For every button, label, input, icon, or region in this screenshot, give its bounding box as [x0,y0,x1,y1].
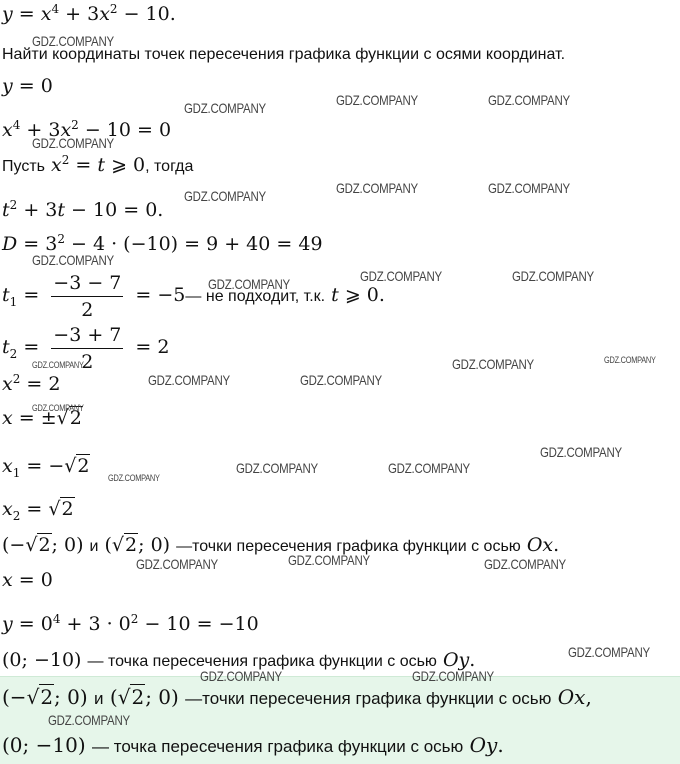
task-statement: Найти координаты точек пересечения графика функции с осями координат. [2,46,566,63]
watermark: GDZ.COMPANY [484,556,566,572]
equation-x-squared: $x^2 = 2$ [2,372,61,395]
watermark: GDZ.COMPANY [236,460,318,476]
equation-x-zero: x = 0 [2,569,53,591]
watermark: GDZ.COMPANY [32,403,84,413]
watermark: GDZ.COMPANY [412,668,494,684]
root-t2: $t_2$ = $\frac{-3 + 7}{2}$ = 2 [2,323,170,373]
equation-quadratic-t: $t^2 + 3t - 10 = 0$. [2,198,164,221]
root-x1: $x_1 = -√2$ [2,455,90,480]
watermark: GDZ.COMPANY [32,33,114,49]
watermark: GDZ.COMPANY [136,556,218,572]
watermark: GDZ.COMPANY [488,180,570,196]
equation-y-zero: y = 0 [2,75,53,97]
oy-point: (0; −10) — точка пересечения графика функции с осью Oy. [2,649,476,671]
substitution-line: Пусть $x^2 = t$ ⩾ 0, тогда [2,153,194,176]
watermark: GDZ.COMPANY [184,100,266,116]
y-at-zero: $y = 0^4 + 3 \cdot 0^2 - 10 = -10$ [2,612,259,635]
watermark: GDZ.COMPANY [540,444,622,460]
let-word: Пусть [2,158,45,175]
root-x2: $x_2 = √2$ [2,498,74,523]
watermark: GDZ.COMPANY [108,473,160,483]
answer-oy: (0; −10) — точка пересечения графика функции с осью Oy. [2,733,504,757]
watermark: GDZ.COMPANY [512,268,594,284]
watermark: GDZ.COMPANY [336,180,418,196]
ox-points: (−√2; 0) и (√2; 0) —точки пересечения графика функции с осью Ox. [2,534,560,556]
watermark: GDZ.COMPANY [300,372,382,388]
equation-biquadratic: $x^4 + 3x^2 - 10 = 0$ [2,118,172,141]
watermark: GDZ.COMPANY [148,372,230,388]
answer-oy-text: — точка пересечения графика функции с осью [92,737,464,756]
answer-ox-text: —точки пересечения графика функции с осью [185,689,552,708]
answer-ox: (−√2; 0) и (√2; 0) —точки пересечения графика функции с осью Ox, [2,685,592,709]
watermark: GDZ.COMPANY [184,188,266,204]
watermark: GDZ.COMPANY [48,712,130,728]
watermark: GDZ.COMPANY [452,356,534,372]
oy-text: — точка пересечения графика функции с осью [87,653,437,670]
watermark: GDZ.COMPANY [604,355,656,365]
watermark: GDZ.COMPANY [208,276,290,292]
watermark: GDZ.COMPANY [488,92,570,108]
root-t1: $t_1$ = $\frac{-3 - 7}{2}$ = −5— не подходит, т.к. t ⩾ 0. [2,271,385,321]
watermark: GDZ.COMPANY [288,552,370,568]
equation-x-pm: x = ±√2 [2,407,82,429]
watermark: GDZ.COMPANY [32,360,84,370]
then-word: , тогда [145,158,194,175]
ox-text: —точки пересечения графика функции с осью [176,538,521,555]
discriminant: $D = 3^2 - 4 \cdot (-10) = 9 + 40 = 49$ [2,232,323,255]
watermark: GDZ.COMPANY [568,644,650,660]
sqrt-two: √2 [56,407,82,429]
function-definition: $y = x^4 + 3x^2 - 10$. [2,2,176,25]
watermark: GDZ.COMPANY [200,668,282,684]
watermark: GDZ.COMPANY [32,135,114,151]
watermark: GDZ.COMPANY [32,252,114,268]
watermark: GDZ.COMPANY [360,268,442,284]
fraction-t1: $\frac{-3 - 7}{2}$ [53,271,122,321]
watermark: GDZ.COMPANY [336,92,418,108]
watermark: GDZ.COMPANY [388,460,470,476]
not-fit-note: — не подходит, т.к. [185,288,326,305]
fraction-t2: $\frac{-3 + 7}{2}$ [53,323,122,373]
